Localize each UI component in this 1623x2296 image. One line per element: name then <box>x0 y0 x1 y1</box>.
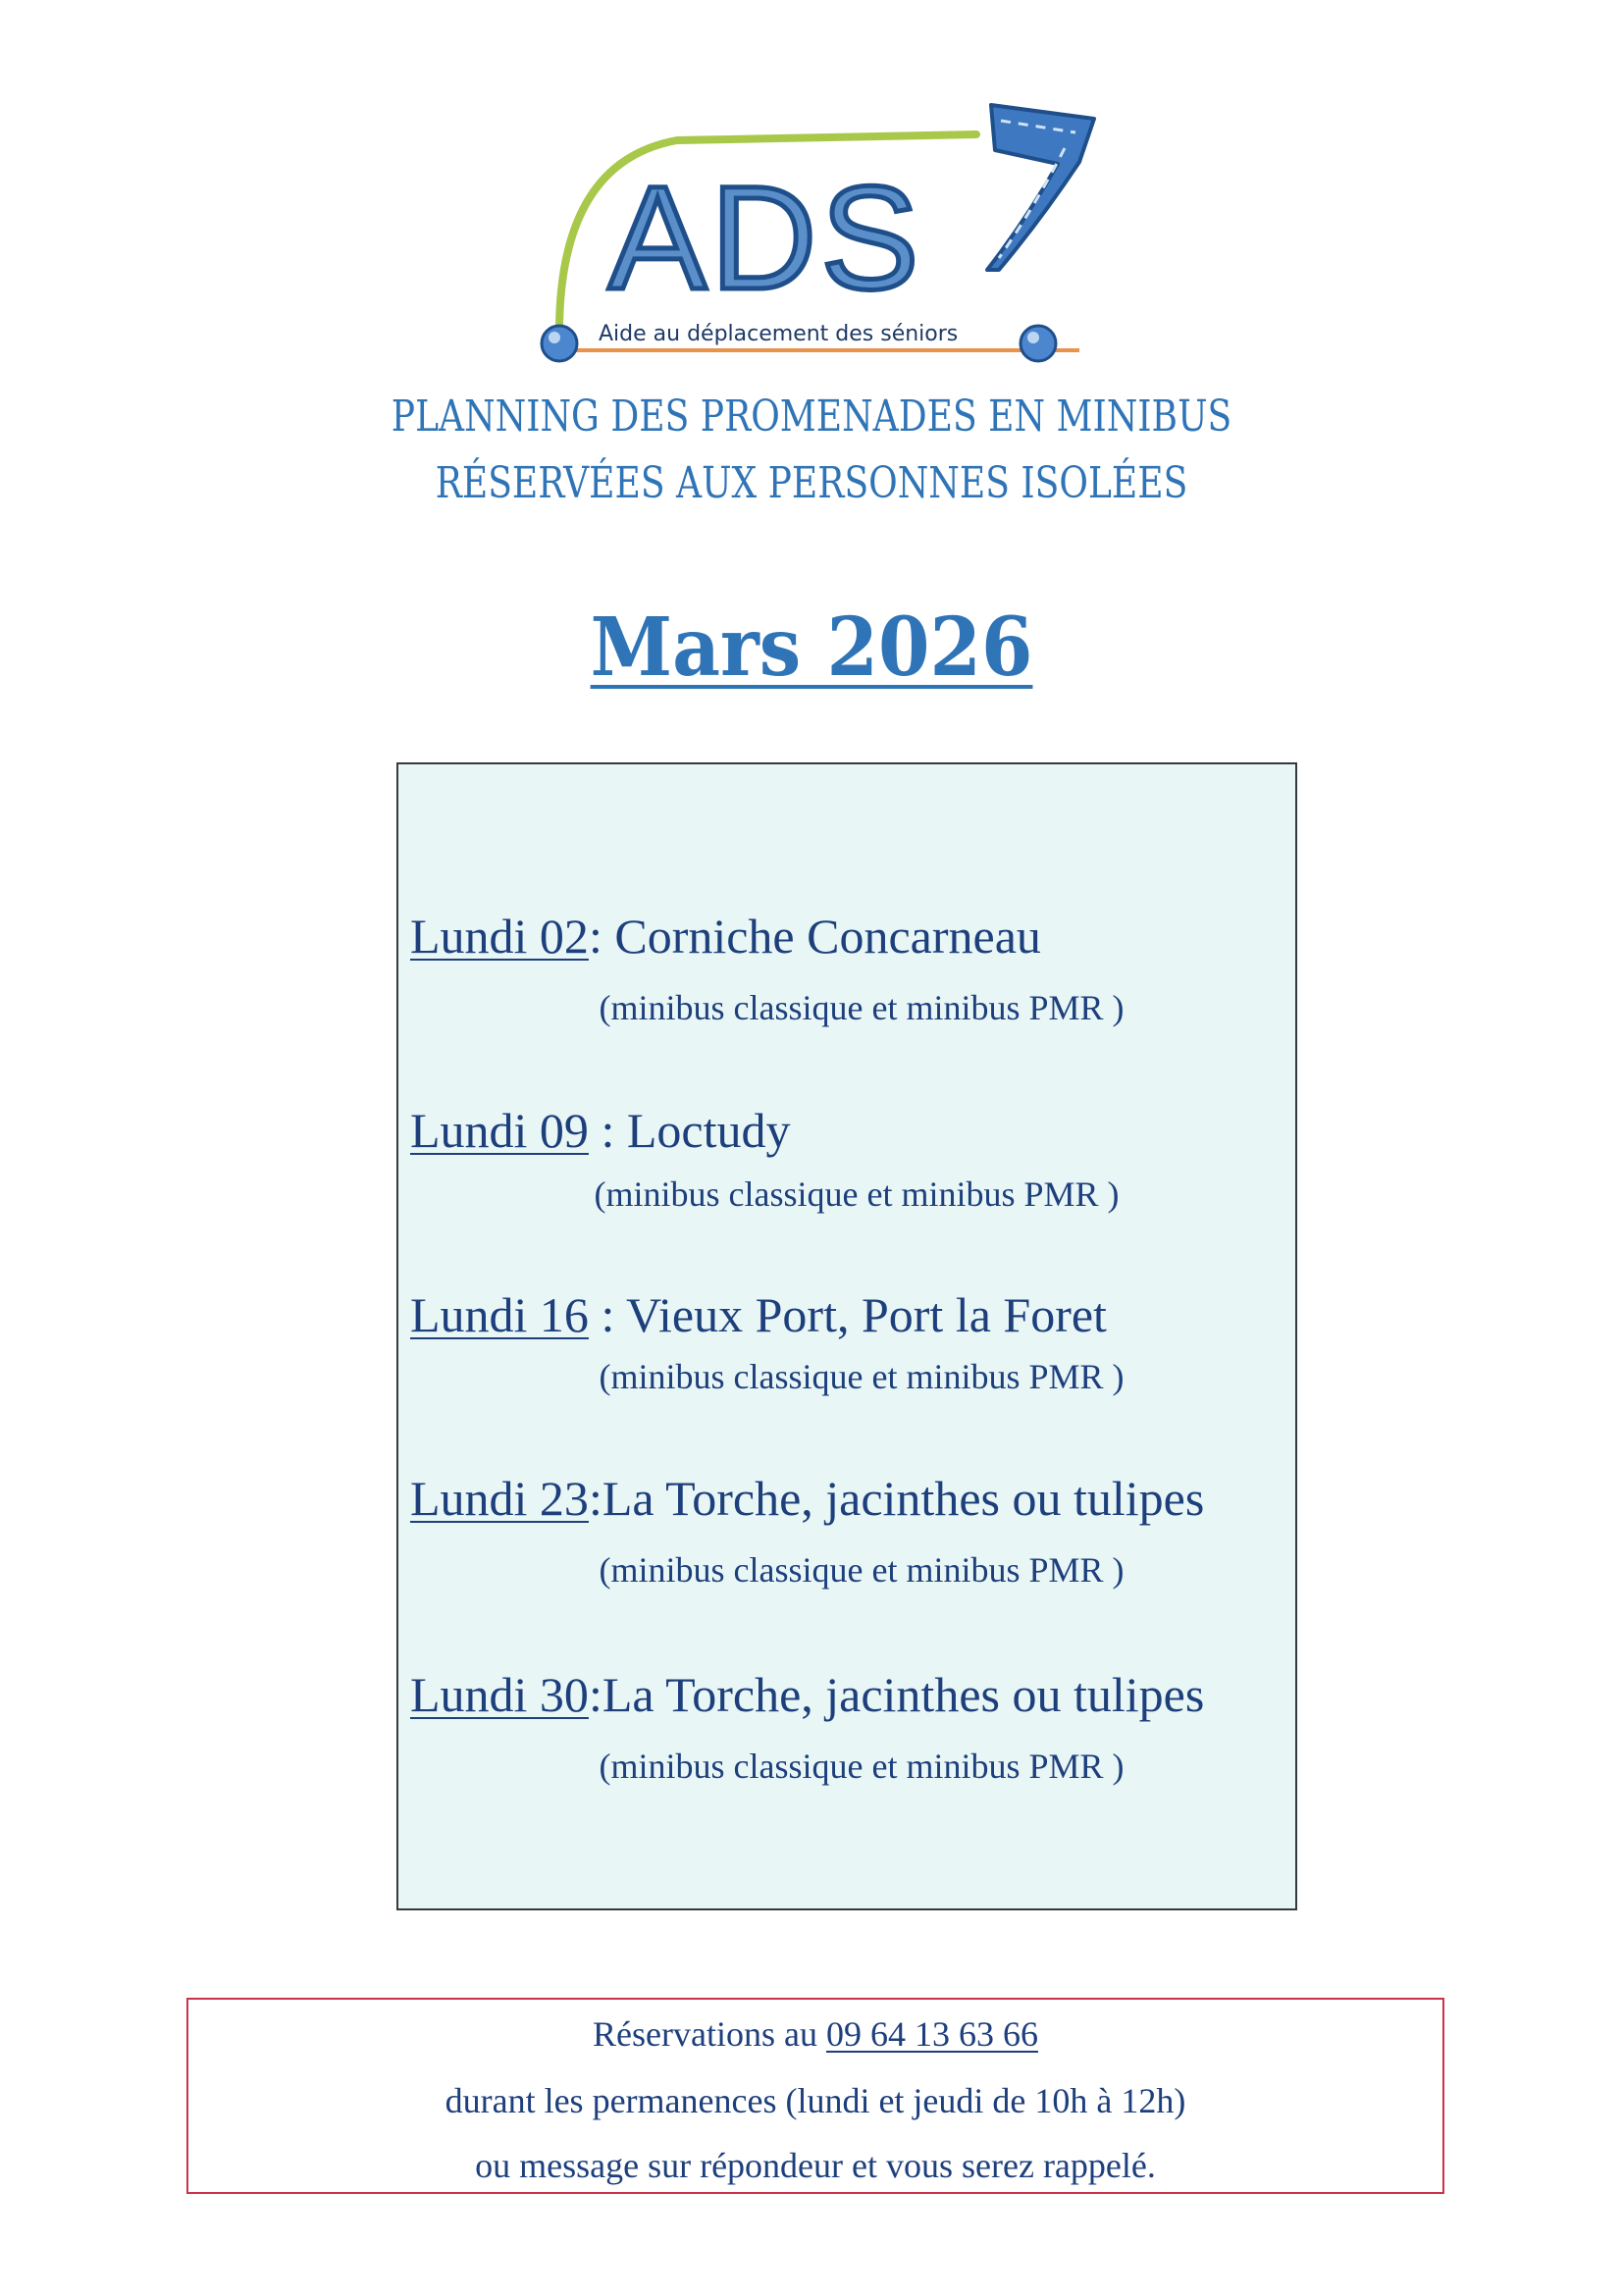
entry-day: Lundi 09 <box>410 1103 589 1158</box>
entry-day: Lundi 02 <box>410 909 589 964</box>
schedule-entry <box>398 1663 1299 1830</box>
schedule-box <box>396 762 1297 1910</box>
entry-separator: : <box>588 1103 627 1158</box>
entry-destination: Loctudy <box>626 1103 791 1158</box>
entry-title <box>410 1663 1293 1726</box>
ads-logo <box>530 93 1099 388</box>
entry-note: (minibus classique et minibus PMR ) <box>594 1174 1120 1214</box>
entry-day: Lundi 23 <box>410 1471 589 1526</box>
reservation-line-1 <box>188 2009 1442 2059</box>
entry-note: (minibus classique et minibus PMR ) <box>599 1550 1125 1590</box>
reservation-box <box>186 1998 1444 2194</box>
entry-note: (minibus classique et minibus PMR ) <box>599 1747 1125 1786</box>
entry-destination: La Torche, jacinthes ou tulipes <box>602 1667 1205 1722</box>
month-title <box>0 599 1623 697</box>
entry-title <box>410 1283 1293 1346</box>
entry-destination: La Torche, jacinthes ou tulipes <box>602 1471 1205 1526</box>
reservation-phone[interactable]: 09 64 13 63 66 <box>825 2014 1038 2054</box>
month-title-text: Mars 2026 <box>590 600 1033 695</box>
entry-title <box>410 1099 1293 1162</box>
page-title-line-2: RÉSERVÉES AUX PERSONNES ISOLÉES <box>435 458 1188 508</box>
entry-title <box>410 1467 1293 1530</box>
entry-title <box>410 905 1293 967</box>
logo-tagline: Aide au déplacement des séniors <box>599 322 959 346</box>
schedule-entry <box>398 1283 1299 1450</box>
entry-separator: : <box>588 909 615 964</box>
schedule-entry <box>398 905 1299 1071</box>
entry-separator: : <box>588 1471 602 1526</box>
reservation-prefix: Réservations au <box>593 2014 826 2054</box>
entry-note: (minibus classique et minibus PMR ) <box>599 1357 1125 1396</box>
entry-day: Lundi 30 <box>410 1667 589 1722</box>
entry-destination: Vieux Port, Port la Foret <box>625 1287 1107 1342</box>
entry-separator: : <box>588 1287 626 1342</box>
entry-note: (minibus classique et minibus PMR ) <box>599 988 1125 1027</box>
entry-destination: Corniche Concarneau <box>614 909 1041 964</box>
page-title-line-1: PLANNING DES PROMENADES EN MINIBUS <box>391 391 1232 442</box>
reservation-voicemail: ou message sur répondeur et vous serez rappelé. <box>475 2146 1156 2185</box>
reservation-hours: durant les permanences (lundi et jeudi de 10h à 12h) <box>445 2081 1186 2120</box>
schedule-entry <box>398 1467 1299 1634</box>
entry-separator: : <box>588 1667 602 1722</box>
schedule-entry <box>398 1099 1299 1266</box>
logo-wordmark: ADS <box>608 155 923 320</box>
entry-day: Lundi 16 <box>410 1287 589 1342</box>
